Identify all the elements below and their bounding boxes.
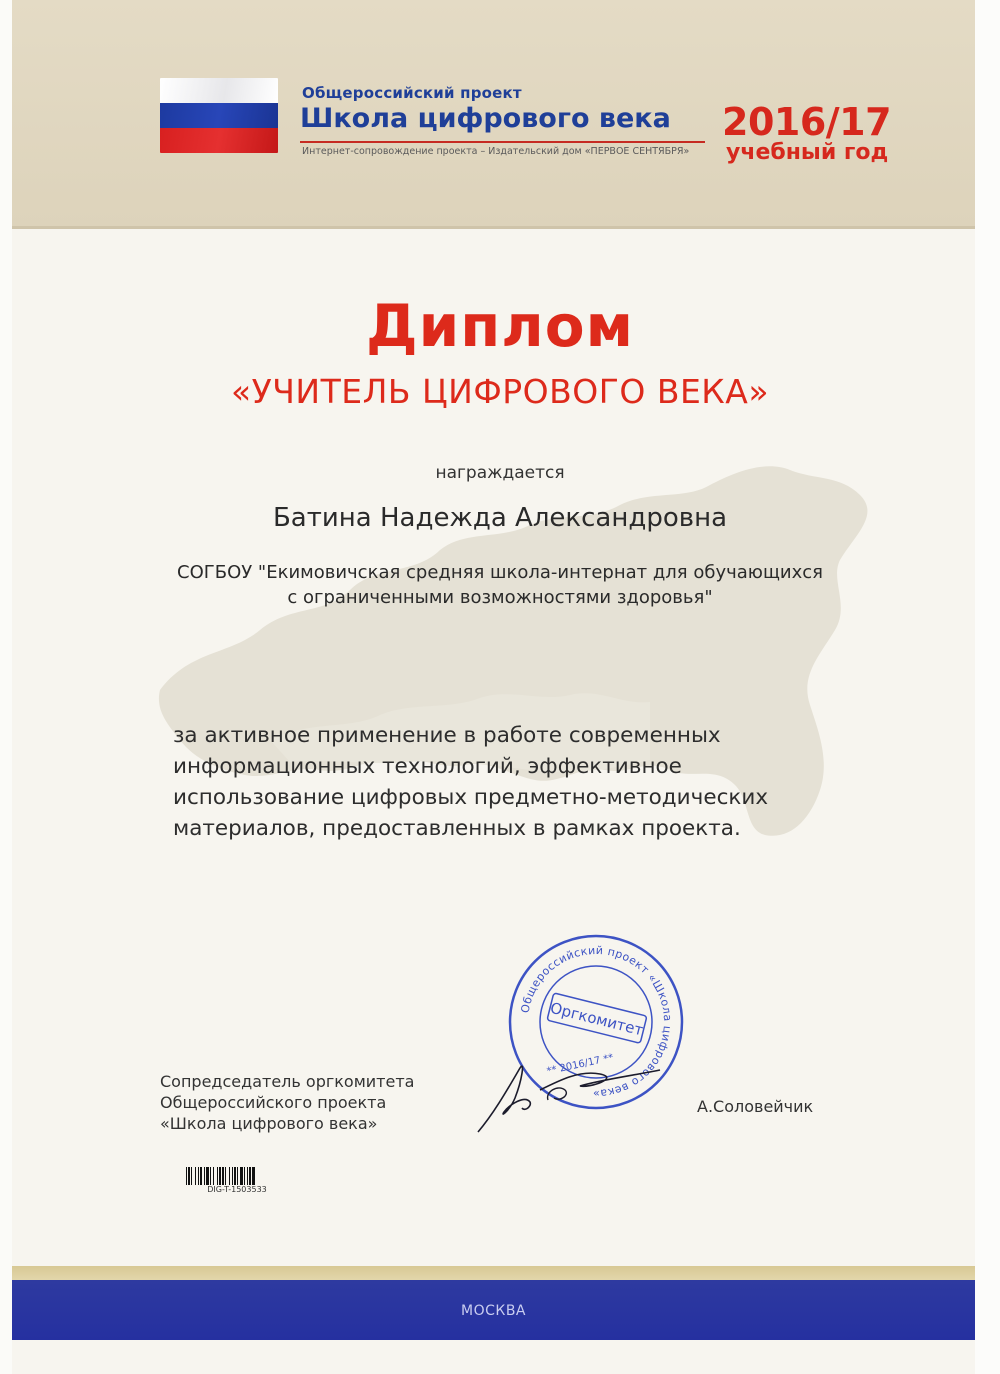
scan-margin-left: [0, 0, 12, 1374]
barcode-bar: [219, 1167, 221, 1185]
barcode-bar: [247, 1167, 248, 1185]
organization-line: с ограниченными возможностями здоровья": [287, 587, 713, 608]
reason-line: использование цифровых предметно-методических: [173, 785, 769, 810]
barcode-bar: [232, 1167, 233, 1185]
organization-name: [0, 560, 1000, 610]
barcode-bar: [186, 1167, 187, 1185]
nomination-title: «УЧИТЕЛЬ ЦИФРОВОГО ВЕКА»: [230, 372, 770, 411]
diploma-title: Диплом: [365, 292, 635, 360]
chair-line: Общероссийского проекта: [160, 1093, 387, 1112]
awarded-label: награждается: [435, 463, 565, 483]
barcode-bar: [240, 1167, 243, 1185]
barcode-bar: [195, 1167, 196, 1185]
barcode-bar: [210, 1167, 211, 1185]
barcode-code: DIG-T-1503533: [207, 1185, 267, 1194]
chair-line: «Школа цифрового века»: [160, 1114, 378, 1133]
barcode-bar: [225, 1167, 226, 1185]
project-title: Школа цифрового века: [300, 103, 671, 134]
russian-flag-icon: [160, 78, 278, 153]
project-note: Интернет-сопровождение проекта – Издательский дом «ПЕРВОЕ СЕНТЯБРЯ»: [302, 146, 690, 157]
barcode-bar: [234, 1167, 236, 1185]
chair-title: [160, 1071, 414, 1134]
reason-line: материалов, предоставленных в рамках проекта.: [173, 816, 741, 841]
academic-year-label: учебный год: [726, 140, 889, 165]
barcode-bar: [188, 1167, 190, 1185]
barcode-bar: [204, 1167, 205, 1185]
project-subtitle: Общероссийский проект: [302, 84, 522, 102]
reason-line: информационных технологий, эффективное: [173, 754, 682, 779]
stamp-bottom-text: ** 2016/17 **: [545, 1052, 615, 1078]
project-title-rule: [300, 141, 705, 143]
header-divider: [12, 226, 975, 229]
barcode-bar: [222, 1167, 224, 1185]
handwritten-signature: [470, 1040, 680, 1140]
barcode-bar: [252, 1167, 255, 1185]
barcode-bar: [191, 1167, 192, 1185]
barcode-bar: [213, 1167, 214, 1185]
stamp-center-text: Оргкомитет: [548, 998, 646, 1040]
award-reason: [173, 720, 813, 844]
barcode-bar: [229, 1167, 230, 1185]
stamp-ring-text: Общероссийский проект «Школа цифрового века»: [518, 943, 675, 1101]
barcode-bar: [206, 1167, 209, 1185]
reason-line: за активное применение в работе современных: [173, 723, 721, 748]
organization-line: СОГБОУ "Екимовичская средняя школа-интернат для обучающихся: [177, 562, 823, 583]
barcode-bar: [200, 1167, 202, 1185]
signer-name: А.Соловейчик: [697, 1097, 814, 1116]
academic-year: 2016/17: [722, 100, 892, 144]
barcode-bar: [217, 1167, 218, 1185]
chair-line: Сопредседатель оргкомитета: [160, 1072, 415, 1091]
scan-margin-right: [975, 0, 1000, 1374]
barcode-bar: [198, 1167, 199, 1185]
barcode-bar: [249, 1167, 251, 1185]
barcode-bar: [237, 1167, 238, 1185]
barcode-bar: [244, 1167, 245, 1185]
barcode: [186, 1167, 288, 1185]
recipient-name: Батина Надежда Александровна: [272, 503, 728, 533]
footer-gold-strip: [12, 1266, 975, 1280]
footer-city: МОСКВА: [461, 1303, 526, 1319]
